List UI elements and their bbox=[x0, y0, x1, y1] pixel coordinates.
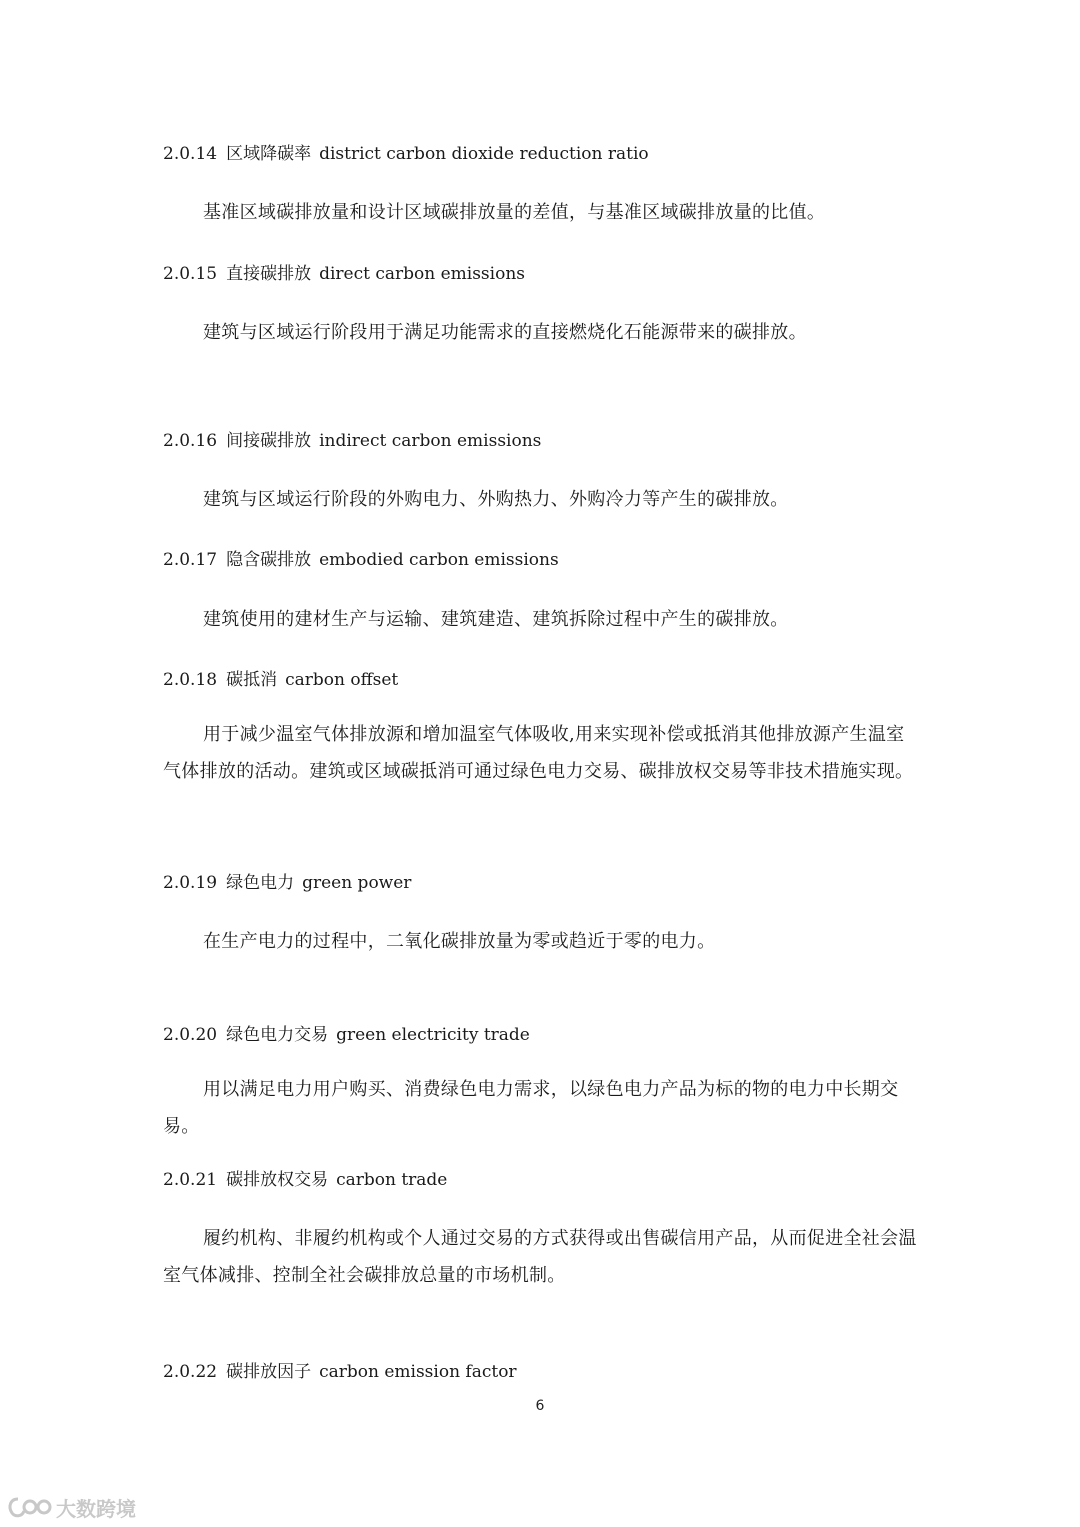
term-definition: 用于减少温室气体排放源和增加温室气体吸收,用来实现补偿或抵消其他排放源产生温室气体排放的活动。建筑或区域碳抵消可通过绿色电力交易、碳排放权交易等非技术措施实现。 bbox=[163, 724, 914, 782]
term-number: 2.0.21 bbox=[163, 1170, 218, 1190]
term-heading bbox=[163, 142, 649, 166]
term-english: direct carbon emissions bbox=[319, 264, 526, 284]
term-definition: 用以满足电力用户购买、消费绿色电力需求，以绿色电力产品为标的物的电力中长期交易。 bbox=[163, 1079, 899, 1137]
term-definition: 在生产电力的过程中，二氧化碳排放量为零或趋近于零的电力。 bbox=[203, 931, 716, 952]
term-number: 2.0.22 bbox=[163, 1362, 218, 1382]
term-chinese: 区域降碳率 bbox=[226, 144, 312, 164]
term-number: 2.0.15 bbox=[163, 264, 218, 284]
term-number: 2.0.19 bbox=[163, 873, 218, 893]
term-definition: 建筑与区域运行阶段的外购电力、外购热力、外购冷力等产生的碳排放。 bbox=[203, 489, 789, 510]
watermark-text: 大数跨境 bbox=[56, 1496, 136, 1521]
term-english: carbon trade bbox=[336, 1170, 448, 1190]
term-heading bbox=[163, 548, 559, 572]
term-definition: 建筑使用的建材生产与运输、建筑建造、建筑拆除过程中产生的碳排放。 bbox=[203, 609, 789, 630]
term-number: 2.0.18 bbox=[163, 670, 218, 690]
term-heading bbox=[163, 262, 525, 286]
term-english: indirect carbon emissions bbox=[319, 431, 542, 451]
term-english: green power bbox=[302, 873, 412, 893]
term-chinese: 绿色电力 bbox=[226, 873, 295, 893]
watermark-logo-icon bbox=[6, 1495, 52, 1519]
term-chinese: 碳排放因子 bbox=[226, 1362, 312, 1382]
term-definition: 履约机构、非履约机构或个人通过交易的方式获得或出售碳信用产品，从而促进全社会温室气体减排、控制全社会碳排放总量的市场机制。 bbox=[163, 1228, 917, 1286]
term-heading bbox=[163, 1023, 530, 1047]
term-heading bbox=[163, 1168, 447, 1192]
term-english: green electricity trade bbox=[336, 1025, 530, 1045]
term-number: 2.0.17 bbox=[163, 550, 218, 570]
term-heading bbox=[163, 668, 398, 692]
term-heading bbox=[163, 871, 411, 895]
term-definition: 基准区域碳排放量和设计区域碳排放量的差值，与基准区域碳排放量的比值。 bbox=[203, 202, 826, 223]
term-number: 2.0.16 bbox=[163, 431, 218, 451]
term-number: 2.0.14 bbox=[163, 144, 218, 164]
term-chinese: 绿色电力交易 bbox=[226, 1025, 329, 1045]
term-english: carbon emission factor bbox=[319, 1362, 517, 1382]
term-chinese: 碳排放权交易 bbox=[226, 1170, 329, 1190]
term-heading bbox=[163, 1360, 517, 1384]
watermark bbox=[6, 1492, 136, 1522]
term-chinese: 间接碳排放 bbox=[226, 431, 312, 451]
term-english: carbon offset bbox=[285, 670, 399, 690]
page-number: 6 bbox=[535, 1398, 545, 1414]
term-chinese: 隐含碳排放 bbox=[226, 550, 312, 570]
term-chinese: 直接碳排放 bbox=[226, 264, 312, 284]
term-chinese: 碳抵消 bbox=[226, 670, 278, 690]
term-english: district carbon dioxide reduction ratio bbox=[319, 144, 649, 164]
term-definition: 建筑与区域运行阶段用于满足功能需求的直接燃烧化石能源带来的碳排放。 bbox=[203, 322, 807, 343]
term-number: 2.0.20 bbox=[163, 1025, 218, 1045]
term-heading bbox=[163, 429, 541, 453]
term-english: embodied carbon emissions bbox=[319, 550, 559, 570]
